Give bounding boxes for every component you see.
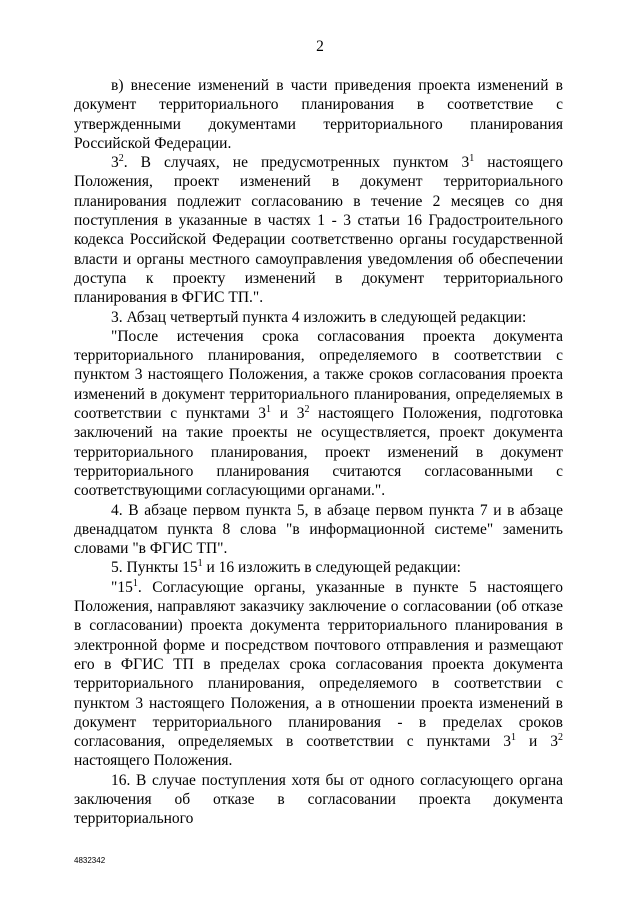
superscript: 1 <box>197 558 203 570</box>
paragraph-item-v <box>74 76 563 153</box>
paragraph-text: "После истечения срока согласования проекта документа территориального планирования, определяемого в соответствии с пунктом 3 настоящего Положения, а также сроков согласования проекта изменений в документ территориального планирования, определяемых в соответствии с пунктами 3 <box>74 327 563 423</box>
superscript: 1 <box>511 732 516 744</box>
paragraph-amendment-4 <box>74 501 563 559</box>
superscript: 2 <box>304 404 310 416</box>
paragraph-quoted-abzac <box>74 327 563 501</box>
superscript: 1 <box>265 404 271 416</box>
paragraph-text: и 16 изложить в следующей редакции: <box>202 559 461 577</box>
page-number: 2 <box>316 38 324 55</box>
paragraph-text: и 3 <box>270 405 305 423</box>
paragraph-text: настоящего Положения, подготовка заключений на такие проекты не осуществляется, проект документа территориального планирования, проект изменений в документ территориального планирования считаются согласованными с соответствующими согласующими органами.". <box>74 405 563 500</box>
paragraph-16 <box>74 771 563 829</box>
document-body <box>74 76 563 829</box>
paragraph-text: "15 <box>111 578 133 596</box>
paragraph-text: настоящего Положения, проект изменений в документ территориального планирования подлежит согласованию в течение 2 месяцев со дня поступления в указанные в частях 1 - 3 статьи 16 Градостроительного кодекса Российской Федерации соответственно органы государственной власти и органы местного самоуправления уведомления об обеспечении доступа к проекту изменений в документ территориального планирования в ФГИС ТП.". <box>74 154 563 307</box>
paragraph-text: 3 <box>111 154 119 172</box>
paragraph-3-2 <box>74 153 563 307</box>
paragraph-text: 16. В случае поступления хотя бы от одного согласующего органа заключения об отказе в согласовании проекта документа территориального <box>74 771 563 828</box>
document-code: 4832342 <box>74 856 106 865</box>
superscript: 1 <box>132 577 138 589</box>
paragraph-text: 4. В абзаце первом пункта 5, в абзаце первом пункта 7 и в абзаце двенадцатом пункта 8 слова "в информационной системе" заменить словами "в ФГИС ТП". <box>74 501 563 558</box>
paragraph-text: . Согласующие органы, указанные в пункте 5 настоящего Положения, направляют заказчику заключение о согласовании (об отказе в согласовании) проекта документа территориального планирования в электронной форме и посредством почтового отправления и размещают его в ФГИС ТП в пределах срока согласования проекта документа территориального планирования, определяемого в соответствии с пунктом 3 настоящего Положения, а в отношении проекта изменений в документ территориального планирования - в пределах сроков согласования, определяемых в соответствии с пунктами 3 <box>74 578 563 751</box>
paragraph-text: и 3 <box>516 733 558 751</box>
superscript: 2 <box>558 732 563 744</box>
paragraph-15-1 <box>74 578 563 771</box>
paragraph-text: настоящего Положения. <box>74 752 233 770</box>
paragraph-amendment-3 <box>74 308 563 327</box>
paragraph-text: 3. Абзац четвертый пункта 4 изложить в следующей редакции: <box>111 308 527 326</box>
paragraph-text: 5. Пункты 15 <box>111 559 198 577</box>
superscript: 2 <box>118 153 124 165</box>
superscript: 1 <box>469 153 475 165</box>
paragraph-amendment-5 <box>74 558 563 577</box>
paragraph-text: в) внесение изменений в части приведения проекта изменений в документ территориального планирования в соответствие с утвержденными документами территориального планирования Российской Федерации. <box>74 77 563 152</box>
paragraph-text: . В случаях, не предусмотренных пунктом 3 <box>123 154 470 172</box>
